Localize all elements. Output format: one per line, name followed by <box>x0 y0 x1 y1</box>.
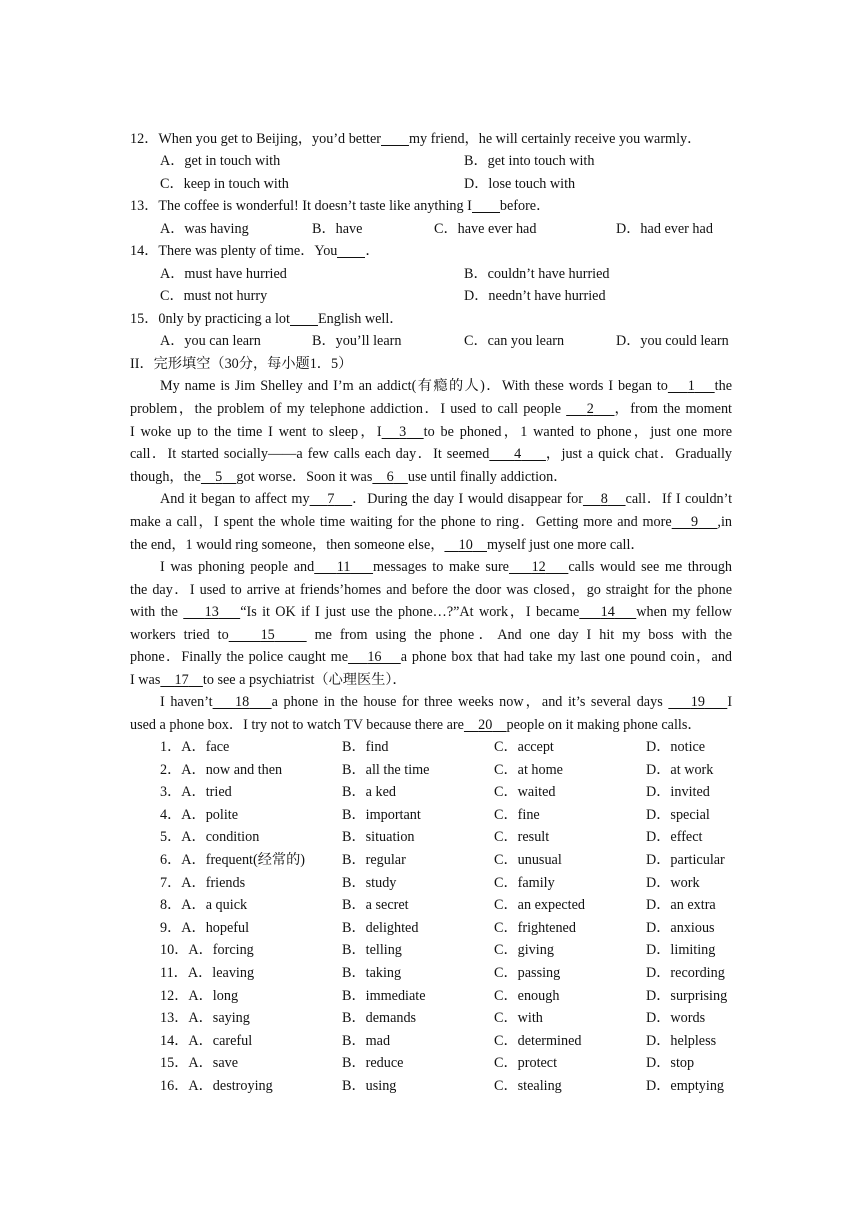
option: A．must have hurried <box>160 266 287 282</box>
option: C．must not hurry <box>160 288 268 304</box>
passage-line <box>160 377 732 395</box>
option: B．couldn’t have hurried <box>464 266 610 282</box>
option: C．can you learn <box>464 333 565 349</box>
cloze-blank <box>668 378 715 394</box>
passage-line <box>160 558 732 576</box>
stem-text: 12．When you get to Beijing，you’d better <box>130 131 381 147</box>
cloze-blank <box>509 559 568 575</box>
cloze-option: C．protect <box>494 1055 558 1071</box>
cloze-blank <box>382 424 424 440</box>
passage-text: use until finally addiction． <box>407 469 568 485</box>
cloze-blank <box>314 559 373 575</box>
passage-text: used a phone box．I try not to watch TV because there are <box>130 717 464 733</box>
cloze-option: B．important <box>342 807 421 823</box>
cloze-option: 10．A．forcing <box>160 942 254 958</box>
passage-text: calls would see me through <box>568 559 733 575</box>
option: A．was having <box>160 221 249 237</box>
cloze-option: 3．A．tried <box>160 784 232 800</box>
option: C．have ever had <box>434 221 537 237</box>
passage-text: got worse．Soon it was <box>236 469 373 485</box>
cloze-option: C．giving <box>494 942 554 958</box>
blank-number: 4 <box>514 446 522 462</box>
blank-number: 2 <box>586 401 594 417</box>
passage-text: a phone in the house for three weeks now，and it’s several days <box>271 694 669 710</box>
passage-text: And it began to affect my <box>160 491 310 507</box>
blank-number: 15 <box>260 627 275 643</box>
option: B．have <box>312 221 363 237</box>
question-15-stem <box>130 310 404 328</box>
cloze-option: B．telling <box>342 942 402 958</box>
passage-text: My name is Jim Shelley and I’m an addict(有瘾的人)．With these words I began to <box>160 378 668 394</box>
option: C．keep in touch with <box>160 176 289 192</box>
passage-text: though，the <box>130 469 201 485</box>
passage-text: workers tried to <box>130 627 229 643</box>
passage-line <box>130 468 567 486</box>
question-13-stem <box>130 197 550 215</box>
question-12-stem <box>130 130 701 148</box>
passage-line <box>130 626 732 644</box>
answer-blank <box>337 243 365 258</box>
passage-text: I was phoning people and <box>160 559 315 575</box>
passage-text: me from using the phone．And one day I hit my boss with the <box>306 627 732 643</box>
cloze-blank <box>201 469 236 485</box>
cloze-option: B．a secret <box>342 897 409 913</box>
cloze-option: 8．A．a quick <box>160 897 248 913</box>
cloze-option: C．an expected <box>494 897 585 913</box>
passage-line <box>160 490 732 508</box>
cloze-option: D．stop <box>646 1055 695 1071</box>
option: D．lose touch with <box>464 176 576 192</box>
cloze-option: B．a ked <box>342 784 396 800</box>
passage-text: I was <box>130 672 161 688</box>
cloze-option: D．emptying <box>646 1078 725 1094</box>
passage-text: ，just a quick chat．Gradually <box>545 446 733 462</box>
cloze-blank <box>372 469 407 485</box>
cloze-option: B．immediate <box>342 988 426 1004</box>
cloze-option: 11．A．leaving <box>160 965 255 981</box>
cloze-option: 16．A．destroying <box>160 1078 273 1094</box>
blank-number: 3 <box>399 424 407 440</box>
blank-number: 5 <box>215 469 223 485</box>
passage-text: the end，1 would ring someone，then someone else， <box>130 537 445 553</box>
passage-text: call．It started socially——a few calls each day．It seemed <box>130 446 490 462</box>
stem-text: before． <box>499 198 551 214</box>
cloze-option: D．at work <box>646 762 714 778</box>
blank-number: 20 <box>478 717 493 733</box>
cloze-option: C．result <box>494 829 550 845</box>
cloze-option: D．effect <box>646 829 703 845</box>
stem-text: 13．The coffee is wonderful! It doesn’t taste like anything I <box>130 198 472 214</box>
cloze-blank <box>160 672 203 688</box>
cloze-blank <box>310 491 353 507</box>
cloze-option: C．unusual <box>494 852 562 868</box>
passage-text: myself just one more call． <box>487 537 645 553</box>
cloze-option: B．delighted <box>342 920 419 936</box>
cloze-blank <box>672 514 718 530</box>
option: D．you could learn <box>616 333 729 349</box>
cloze-option: 1．A．face <box>160 739 230 755</box>
cloze-blank <box>464 717 507 733</box>
passage-text: ，from the moment <box>614 401 732 417</box>
blank-number: 1 <box>687 378 695 394</box>
stem-text: 14．There was plenty of time．You <box>130 243 338 259</box>
passage-text: ．During the day I would disappear for <box>352 491 583 507</box>
passage-text: make a call，I spent the whole time waiting for the phone to ring．Getting more and more <box>130 514 672 530</box>
blank-number: 7 <box>327 491 335 507</box>
cloze-option: 2．A．now and then <box>160 762 283 778</box>
blank-number: 13 <box>204 604 219 620</box>
cloze-option: D．invited <box>646 784 710 800</box>
option: A．get in touch with <box>160 153 281 169</box>
cloze-blank <box>444 537 487 553</box>
cloze-blank <box>229 627 307 643</box>
stem-text: ． <box>365 243 380 259</box>
cloze-blank <box>668 694 727 710</box>
blank-number: 9 <box>691 514 699 530</box>
answer-blank <box>472 198 500 213</box>
cloze-blank <box>489 446 546 462</box>
stem-text: 15．0nly by practicing a lot <box>130 311 290 327</box>
question-14-stem <box>130 242 380 260</box>
cloze-option: C．fine <box>494 807 540 823</box>
cloze-option: B．mad <box>342 1033 391 1049</box>
cloze-blank <box>183 604 240 620</box>
cloze-option: C．determined <box>494 1033 582 1049</box>
cloze-option: B．taking <box>342 965 402 981</box>
cloze-option: C．family <box>494 875 555 891</box>
passage-line <box>130 671 407 689</box>
cloze-blank <box>213 694 272 710</box>
passage-text: the day．I used to arrive at friends’homes and before the door was closed，go straight for the phone <box>130 582 732 598</box>
cloze-option: B．reduce <box>342 1055 404 1071</box>
cloze-option: C．at home <box>494 762 563 778</box>
cloze-option: C．waited <box>494 784 556 800</box>
blank-number: 16 <box>367 649 382 665</box>
cloze-option: D．an extra <box>646 897 716 913</box>
cloze-option: D．anxious <box>646 920 715 936</box>
cloze-option: 4．A．polite <box>160 807 239 823</box>
cloze-option: 5．A．condition <box>160 829 260 845</box>
blank-number: 12 <box>531 559 546 575</box>
cloze-option: C．accept <box>494 739 554 755</box>
blank-number: 11 <box>336 559 351 575</box>
cloze-option: B．demands <box>342 1010 417 1026</box>
cloze-option: 7．A．friends <box>160 875 246 891</box>
passage-line <box>130 536 645 554</box>
cloze-option: D．words <box>646 1010 706 1026</box>
blank-number: 14 <box>600 604 615 620</box>
passage-text: messages to make sure <box>373 559 509 575</box>
cloze-option: 13．A．saying <box>160 1010 250 1026</box>
option: B．you’ll learn <box>312 333 402 349</box>
cloze-blank <box>579 604 636 620</box>
passage-line <box>130 513 732 531</box>
passage-line <box>130 445 732 463</box>
blank-number: 17 <box>174 672 189 688</box>
cloze-option: 12．A．long <box>160 988 239 1004</box>
passage-text: phone．Finally the police caught me <box>130 649 349 665</box>
passage-line <box>130 423 732 441</box>
cloze-option: B．find <box>342 739 389 755</box>
blank-number: 10 <box>458 537 473 553</box>
option: B．get into touch with <box>464 153 595 169</box>
passage-line <box>130 603 732 621</box>
passage-text: with the <box>130 604 184 620</box>
option: D．needn’t have hurried <box>464 288 606 304</box>
stem-text: my friend，he will certainly receive you warmly． <box>409 131 702 147</box>
cloze-option: D．limiting <box>646 942 716 958</box>
passage-text: to be phoned，1 wanted to phone，just one more <box>423 424 733 440</box>
passage-text: problem，the problem of my telephone addiction．I used to call people <box>130 401 567 417</box>
cloze-option: D．work <box>646 875 700 891</box>
cloze-option: B．using <box>342 1078 397 1094</box>
passage-line <box>130 581 732 599</box>
passage-text: the <box>714 378 732 394</box>
section-title: II．完形填空（30分，每小题1．5） <box>130 356 353 372</box>
cloze-option: 14．A．careful <box>160 1033 253 1049</box>
blank-number: 19 <box>690 694 705 710</box>
cloze-option: B．regular <box>342 852 406 868</box>
passage-line <box>130 648 732 666</box>
passage-text: I woke up to the time I went to sleep，I <box>130 424 382 440</box>
blank-number: 8 <box>600 491 608 507</box>
cloze-option: D．special <box>646 807 710 823</box>
cloze-option: 15．A．save <box>160 1055 239 1071</box>
cloze-option: D．recording <box>646 965 725 981</box>
passage-text: “Is it OK if I just use the phone…?”At work，I became <box>240 604 580 620</box>
cloze-option: B．situation <box>342 829 415 845</box>
cloze-option: C．with <box>494 1010 543 1026</box>
passage-text: to see a psychiatrist（心理医生）． <box>202 672 407 688</box>
cloze-blank <box>348 649 401 665</box>
cloze-blank <box>566 401 614 417</box>
answer-blank <box>381 131 409 146</box>
answer-blank <box>290 311 318 326</box>
cloze-option: C．enough <box>494 988 560 1004</box>
passage-text: I <box>727 694 733 710</box>
blank-number: 6 <box>386 469 394 485</box>
passage-text: call．If I couldn’t <box>625 491 733 507</box>
cloze-option: D．helpless <box>646 1033 717 1049</box>
cloze-option: C．passing <box>494 965 561 981</box>
cloze-option: 9．A．hopeful <box>160 920 250 936</box>
cloze-blank <box>583 491 626 507</box>
cloze-option: C．frightened <box>494 920 576 936</box>
passage-line <box>160 693 732 711</box>
cloze-option: B．study <box>342 875 397 891</box>
passage-line <box>130 400 732 418</box>
cloze-option: D．notice <box>646 739 706 755</box>
passage-line <box>130 716 702 734</box>
passage-text: people on it making phone calls． <box>506 717 702 733</box>
cloze-option: 6．A．frequent(经常的) <box>160 852 305 868</box>
blank-number: 18 <box>235 694 250 710</box>
stem-text: English well． <box>317 311 404 327</box>
cloze-option: D．surprising <box>646 988 728 1004</box>
cloze-option: D．particular <box>646 852 725 868</box>
option: A．you can learn <box>160 333 261 349</box>
passage-text: a phone box that had take my last one pound coin，and <box>400 649 733 665</box>
cloze-option: C．stealing <box>494 1078 562 1094</box>
passage-text: when my fellow <box>636 604 733 620</box>
option: D．had ever had <box>616 221 713 237</box>
cloze-option: B．all the time <box>342 762 430 778</box>
passage-text: I haven’t <box>160 694 213 710</box>
passage-text: ,in <box>717 514 733 530</box>
